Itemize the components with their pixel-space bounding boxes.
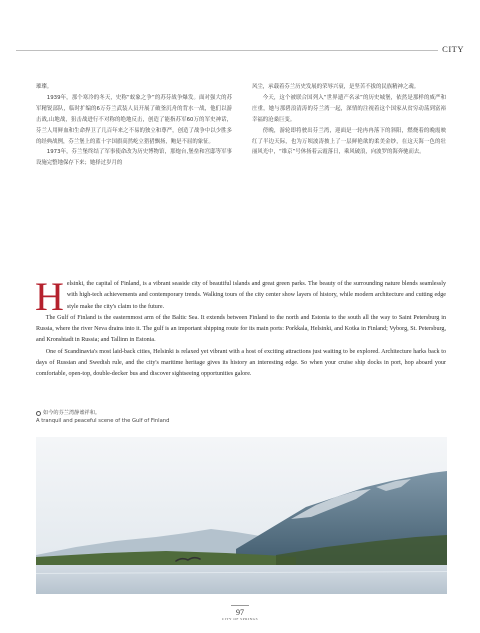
photo-caption <box>36 409 169 425</box>
english-article <box>35 274 446 381</box>
page-number: 97 <box>236 608 244 617</box>
footer-rule <box>231 605 249 606</box>
cn-right-paragraph-1: 风尘，承载着芬兰历史发展的荣辱兴衰，是坚苦不拔的民族精神之魂。 <box>252 84 420 90</box>
magazine-name: CITY OF SPRINGS <box>221 617 259 621</box>
running-header <box>0 44 480 54</box>
sea-water <box>36 565 447 594</box>
cn-right-paragraph-2: 今天，这个被联合国列入“世界遗产名录”的历史城堡，依然是那样的威严和庄重，她与那碧浪清涛的芬兰湾一起，深情的注视着这个国家从贫穷动荡到富裕幸福的沧桑巨变。 <box>252 94 446 123</box>
caption-en-text: A tranquil and peaceful scene of the Gulf of Finland <box>36 418 170 424</box>
gulf-of-finland-photo <box>36 437 447 594</box>
chinese-column-left <box>36 82 232 169</box>
cn-left-paragraph-2: 1939年，那个寒冷的冬天，史称“蚁象之争”的苏芬战争爆发。面对强大的苏军精锐部队，临时扩编的6万芬兰武装人员开展了破釜沉舟的背水一战，他们以游击战,山地战，狙击战进行不对称的绝地反击，创造了能指苏军60万的军史神话，芬兰人用鲜血和生命捍卫了几百年来之不易的独立和尊严，创造了战争中以少胜多的经典战例，芬兰堡上的蓝十字国旗高然屹立猎猎飘扬，鲍是不屈的象征。 <box>36 94 232 145</box>
header-rule <box>16 50 438 51</box>
cn-left-paragraph-3: 1973年，芬兰堡终结了军事使命改为历史博物馆，那炮台,堡垒和宫邸等军事设施完整地保存下来；她择过岁月的 <box>36 149 232 167</box>
chinese-column-right <box>252 82 446 158</box>
caption-cn-text: 如今的芬兰湾静谧祥和。 <box>43 410 101 416</box>
english-paragraph-1 <box>35 274 446 319</box>
english-paragraph-2: The Gulf of Finland is the easternmost arm of the Baltic Sea. It extends between Finland to the north and Estonia to the south all the way to Saint Petersburg in Russia, where the river Neva drains into it. The gulf is an important shipping route for its main ports: Porkkala, Helsinki, and Kotka in Finland; Vyborg, St. Petersburg, and Kronshtadt in Russia; and Tallinn in Estonia. <box>36 314 446 344</box>
section-label: CITY <box>439 44 464 54</box>
caption-cn-line <box>36 409 169 417</box>
page-footer <box>0 608 480 622</box>
drop-cap: H <box>35 274 64 319</box>
cn-right-paragraph-3: 傍晚，游轮即将驶出芬兰湾，迎面是一轮冉冉落下的斜阳，燃烧着的晚霞映红了半边天际，也为万顷波涛披上了一层鲜艳欲的柔美金纱，在这天海一色的壮丽风光中，“维京”号休扬着云霞落日，乘风破浪，向波罗的海奔驰而去。 <box>252 127 446 156</box>
english-paragraph-3: One of Scandinavia's most laid-back cities, Helsinki is relaxed yet vibrant with a host of exciting attractions just waiting to be explored. Architecture harks back to days of Russian and Swedish rule, and the city's maritime heritage gives its history an interesting edge. So when your cruise ship docks in port, hop aboard your comfortable, open-top, double-decker bus and discover sightseeing opportunities galore. <box>36 348 446 378</box>
cn-left-paragraph-1: 璀璨。 <box>36 84 53 90</box>
caption-circle-icon <box>36 411 41 416</box>
english-intro-text: elsinki, the capital of Finland, is a vibrant seaside city of beautiful islands and great green parks. The beauty of the surrounding nature blends seamlessly with high-tech achievements and contemporary trends. Walking tours of the city center show layers of history, while modern architecture and cutting edge style make the city's claim to the future. <box>66 281 446 310</box>
landscape-illustration <box>36 437 447 594</box>
